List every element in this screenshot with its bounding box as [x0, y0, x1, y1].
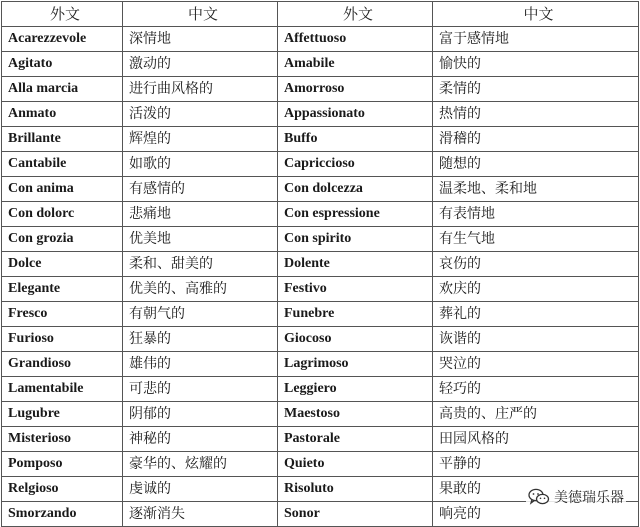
foreign-term-cell: Pomposo — [2, 452, 123, 477]
foreign-term-cell: Smorzando — [2, 502, 123, 527]
chinese-meaning-cell: 进行曲风格的 — [123, 77, 278, 102]
foreign-term-cell: Furioso — [2, 327, 123, 352]
chinese-meaning-cell: 哀伤的 — [433, 252, 639, 277]
foreign-term-cell: Lamentabile — [2, 377, 123, 402]
chinese-meaning-cell: 如歌的 — [123, 152, 278, 177]
foreign-term-cell: Con espressione — [278, 202, 433, 227]
chinese-meaning-cell: 悲痛地 — [123, 202, 278, 227]
chinese-meaning-cell: 豪华的、炫耀的 — [123, 452, 278, 477]
foreign-term-cell: Cantabile — [2, 152, 123, 177]
foreign-term-cell: Grandioso — [2, 352, 123, 377]
header-chinese-2: 中文 — [433, 2, 639, 27]
foreign-term-cell: Buffo — [278, 127, 433, 152]
foreign-term-cell: Quieto — [278, 452, 433, 477]
chinese-meaning-cell: 神秘的 — [123, 427, 278, 452]
foreign-term-cell: Lugubre — [2, 402, 123, 427]
chinese-meaning-cell: 优美的、高雅的 — [123, 277, 278, 302]
table-row — [2, 377, 639, 402]
foreign-term-cell: Con spirito — [278, 227, 433, 252]
foreign-term-cell: Dolce — [2, 252, 123, 277]
chinese-meaning-cell: 辉煌的 — [123, 127, 278, 152]
foreign-term-cell: Affettuoso — [278, 27, 433, 52]
foreign-term-cell: Capriccioso — [278, 152, 433, 177]
chinese-meaning-cell: 果敢的 — [433, 477, 639, 502]
chinese-meaning-cell: 可悲的 — [123, 377, 278, 402]
watermark-text: 美德瑞乐器 — [554, 490, 624, 506]
chinese-meaning-cell: 逐渐消失 — [123, 502, 278, 527]
wechat-icon — [528, 488, 550, 506]
chinese-meaning-cell: 葬礼的 — [433, 302, 639, 327]
foreign-term-cell: Anmato — [2, 102, 123, 127]
foreign-term-cell: Con dolcezza — [278, 177, 433, 202]
foreign-term-cell: Sonor — [278, 502, 433, 527]
foreign-term-cell: Amorroso — [278, 77, 433, 102]
table-row — [2, 77, 639, 102]
table-row — [2, 327, 639, 352]
header-foreign-1: 外文 — [2, 2, 123, 27]
table-row — [2, 127, 639, 152]
music-terms-table — [1, 1, 639, 527]
chinese-meaning-cell: 欢庆的 — [433, 277, 639, 302]
chinese-meaning-cell: 柔情的 — [433, 77, 639, 102]
table-row — [2, 452, 639, 477]
chinese-meaning-cell: 哭泣的 — [433, 352, 639, 377]
chinese-meaning-cell: 滑稽的 — [433, 127, 639, 152]
table-row — [2, 52, 639, 77]
table-row — [2, 202, 639, 227]
foreign-term-cell: Con grozia — [2, 227, 123, 252]
table-row — [2, 152, 639, 177]
foreign-term-cell: Pastorale — [278, 427, 433, 452]
chinese-meaning-cell: 愉快的 — [433, 52, 639, 77]
chinese-meaning-cell: 随想的 — [433, 152, 639, 177]
table-row — [2, 302, 639, 327]
chinese-meaning-cell: 活泼的 — [123, 102, 278, 127]
chinese-meaning-cell: 轻巧的 — [433, 377, 639, 402]
foreign-term-cell: Leggiero — [278, 377, 433, 402]
foreign-term-cell: Fresco — [2, 302, 123, 327]
table-row — [2, 177, 639, 202]
foreign-term-cell: Brillante — [2, 127, 123, 152]
table-row — [2, 27, 639, 52]
chinese-meaning-cell: 有表情地 — [433, 202, 639, 227]
header-chinese-1: 中文 — [123, 2, 278, 27]
chinese-meaning-cell: 有生气地 — [433, 227, 639, 252]
foreign-term-cell: Con dolorc — [2, 202, 123, 227]
foreign-term-cell: Festivo — [278, 277, 433, 302]
foreign-term-cell: Giocoso — [278, 327, 433, 352]
foreign-term-cell: Lagrimoso — [278, 352, 433, 377]
table-row — [2, 277, 639, 302]
chinese-meaning-cell: 田园风格的 — [433, 427, 639, 452]
chinese-meaning-cell: 深情地 — [123, 27, 278, 52]
foreign-term-cell: Risoluto — [278, 477, 433, 502]
chinese-meaning-cell: 阴郁的 — [123, 402, 278, 427]
chinese-meaning-cell: 响亮的 — [433, 502, 639, 527]
chinese-meaning-cell: 虔诚的 — [123, 477, 278, 502]
chinese-meaning-cell: 温柔地、柔和地 — [433, 177, 639, 202]
chinese-meaning-cell: 富于感情地 — [433, 27, 639, 52]
foreign-term-cell: Elegante — [2, 277, 123, 302]
foreign-term-cell: Amabile — [278, 52, 433, 77]
table-row — [2, 427, 639, 452]
chinese-meaning-cell: 诙谐的 — [433, 327, 639, 352]
chinese-meaning-cell: 平静的 — [433, 452, 639, 477]
header-row — [2, 2, 639, 27]
chinese-meaning-cell: 柔和、甜美的 — [123, 252, 278, 277]
header-foreign-2: 外文 — [278, 2, 433, 27]
foreign-term-cell: Con anima — [2, 177, 123, 202]
table-row — [2, 102, 639, 127]
foreign-term-cell: Relgioso — [2, 477, 123, 502]
watermark — [526, 487, 626, 507]
table-row — [2, 252, 639, 277]
chinese-meaning-cell: 雄伟的 — [123, 352, 278, 377]
chinese-meaning-cell: 高贵的、庄严的 — [433, 402, 639, 427]
chinese-meaning-cell: 狂暴的 — [123, 327, 278, 352]
table-row — [2, 402, 639, 427]
chinese-meaning-cell: 优美地 — [123, 227, 278, 252]
table-row — [2, 352, 639, 377]
foreign-term-cell: Funebre — [278, 302, 433, 327]
chinese-meaning-cell: 热情的 — [433, 102, 639, 127]
foreign-term-cell: Dolente — [278, 252, 433, 277]
foreign-term-cell: Appassionato — [278, 102, 433, 127]
foreign-term-cell: Acarezzevole — [2, 27, 123, 52]
foreign-term-cell: Misterioso — [2, 427, 123, 452]
chinese-meaning-cell: 有朝气的 — [123, 302, 278, 327]
foreign-term-cell: Agitato — [2, 52, 123, 77]
chinese-meaning-cell: 有感情的 — [123, 177, 278, 202]
foreign-term-cell: Maestoso — [278, 402, 433, 427]
foreign-term-cell: Alla marcia — [2, 77, 123, 102]
table-row — [2, 227, 639, 252]
chinese-meaning-cell: 激动的 — [123, 52, 278, 77]
